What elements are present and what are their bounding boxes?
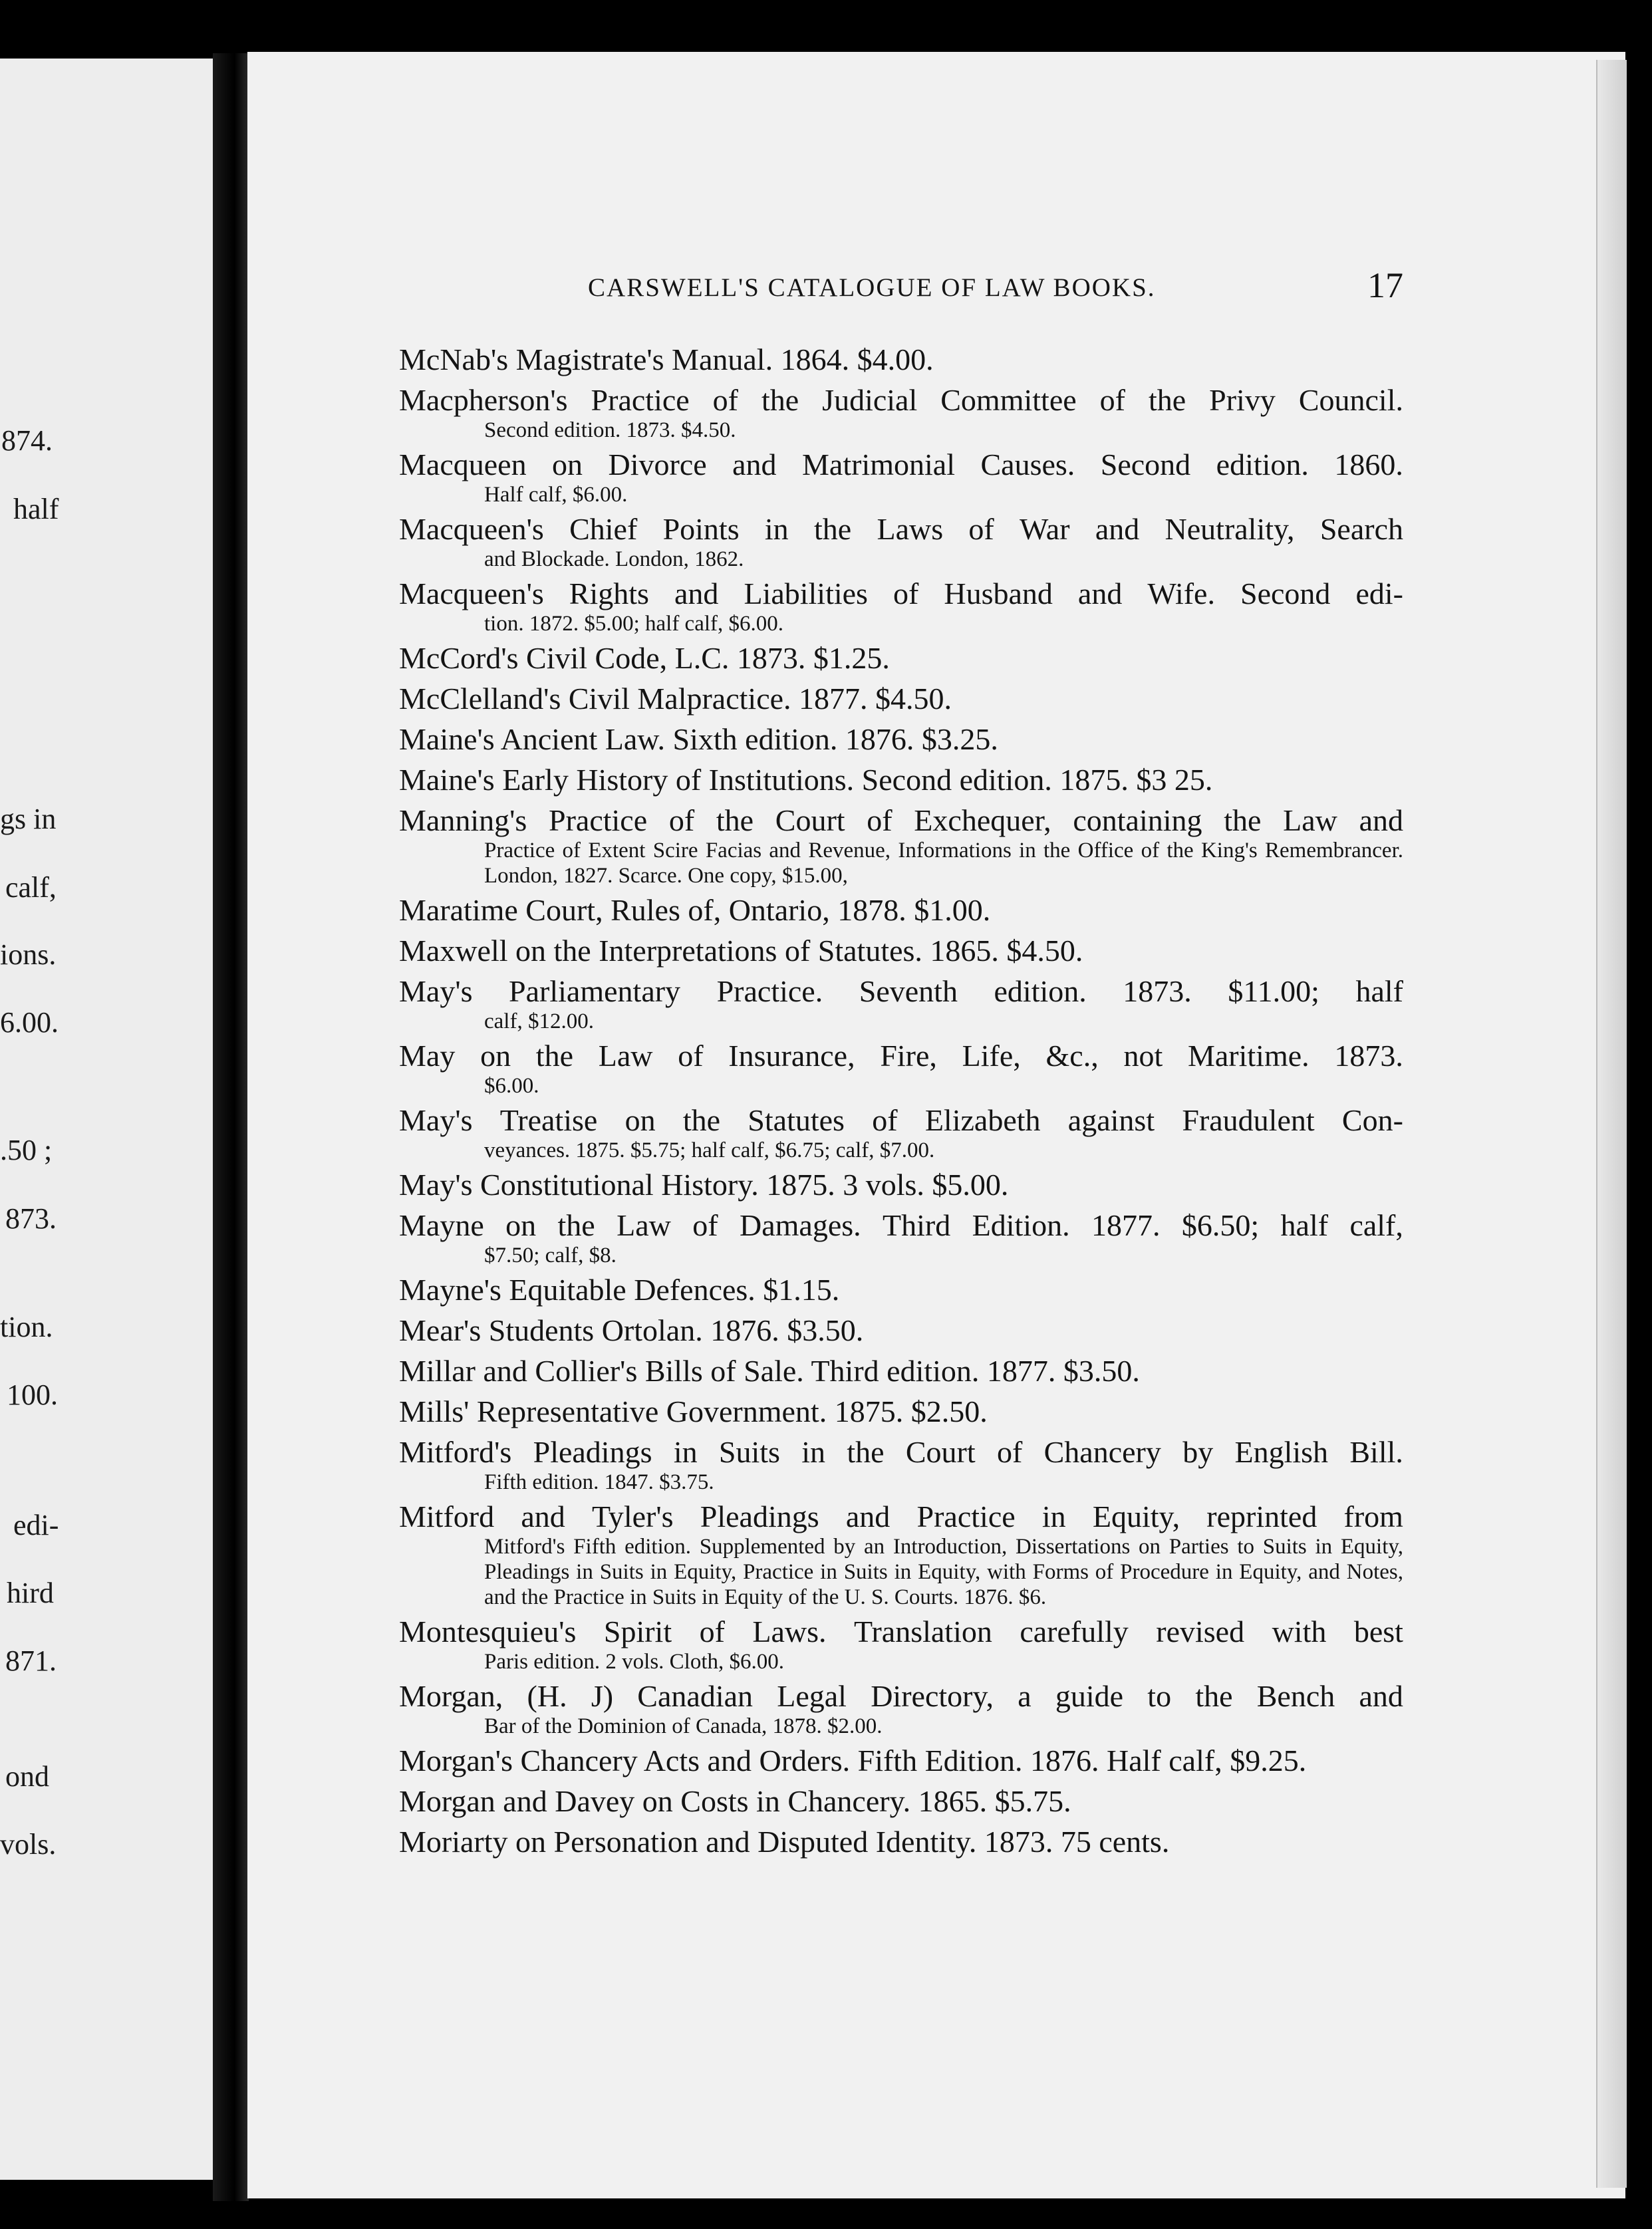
catalogue-entry <box>399 1310 1403 1351</box>
margin-fragment: edi- <box>13 1509 59 1541</box>
entry-title: McCord's Civil Code, L.C. 1873. $1.25. <box>399 641 890 675</box>
catalogue-entry <box>399 678 1403 719</box>
entry-title: Morgan, (H. J) Canadian Legal Directory, a guide to the Bench and <box>399 1679 1403 1713</box>
book-gutter <box>213 53 249 2201</box>
catalogue-entry <box>399 1740 1403 1781</box>
entry-details: Fifth edition. 1847. $3.75. <box>484 1470 714 1494</box>
entry-title: Montesquieu's Spirit of Laws. Translation carefully revised with best <box>399 1615 1403 1648</box>
entry-title: Macpherson's Practice of the Judicial Committee of the Privy Council. <box>399 383 1403 417</box>
entry-details: Second edition. 1873. $4.50. <box>484 418 736 442</box>
entry-title: May's Treatise on the Statutes of Elizabeth against Fraudulent Con- <box>399 1103 1403 1137</box>
catalogue-entry <box>399 1676 1403 1739</box>
entry-title: Maratime Court, Rules of, Ontario, 1878. $1.00. <box>399 893 991 927</box>
catalogue-entry <box>399 444 1403 507</box>
entry-title: May's Constitutional History. 1875. 3 vols. $5.00. <box>399 1168 1009 1202</box>
entry-details: Half calf, $6.00. <box>484 483 628 507</box>
entry-details: calf, $12.00. <box>484 1009 594 1033</box>
entry-title: Mills' Representative Government. 1875. $2.50. <box>399 1394 988 1428</box>
catalogue-entry <box>399 1821 1403 1862</box>
page-edge <box>1596 60 1627 2188</box>
entry-title: Macqueen's Chief Points in the Laws of War and Neutrality, Search <box>399 512 1403 546</box>
catalogue-entries <box>399 339 1403 1862</box>
entry-details: and Blockade. London, 1862. <box>484 547 744 571</box>
catalogue-entry <box>399 800 1403 888</box>
margin-fragment: 874. <box>1 424 53 457</box>
entry-title: McNab's Magistrate's Manual. 1864. $4.00. <box>399 342 934 376</box>
catalogue-entry <box>399 1351 1403 1391</box>
entry-title: Morgan and Davey on Costs in Chancery. 1865. $5.75. <box>399 1784 1071 1818</box>
page-number: 17 <box>1367 265 1403 305</box>
margin-fragment: 873. <box>5 1202 57 1235</box>
entry-title: Millar and Collier's Bills of Sale. Third edition. 1877. $3.50. <box>399 1354 1140 1388</box>
margin-fragment: gs in <box>0 803 57 835</box>
entry-title: Macqueen on Divorce and Matrimonial Causes. Second edition. 1860. <box>399 448 1403 481</box>
entry-details: $6.00. <box>484 1074 539 1098</box>
catalogue-entry <box>399 1781 1403 1821</box>
entry-details: Practice of Extent Scire Facias and Revenue, Informations in the Office of the King's Remembrancer. London, 1827. Scarce. One copy, $15.00, <box>484 839 1403 888</box>
catalogue-entry <box>399 1496 1403 1610</box>
entry-title: Macqueen's Rights and Liabilities of Husband and Wife. Second edi- <box>399 577 1403 610</box>
margin-fragment: 871. <box>5 1644 57 1677</box>
running-title: CARSWELL'S CATALOGUE OF LAW BOOKS. <box>588 273 1156 302</box>
margin-fragment: calf, <box>5 871 57 904</box>
catalogue-entry <box>399 1164 1403 1205</box>
margin-fragment: ions. <box>0 938 57 971</box>
margin-fragment: hird <box>7 1577 54 1609</box>
entry-title: Maxwell on the Interpretations of Statutes. 1865. $4.50. <box>399 934 1083 968</box>
margin-fragment: 100. <box>7 1378 58 1411</box>
entry-title: Mitford and Tyler's Pleadings and Practice in Equity, reprinted from <box>399 1500 1403 1533</box>
margin-fragment: tion. <box>0 1311 53 1343</box>
catalogue-entry <box>399 1205 1403 1268</box>
margin-fragment: vols. <box>0 1828 57 1861</box>
catalogue-entry <box>399 380 1403 443</box>
entry-details: Mitford's Fifth edition. Supplemented by an Introduction, Dissertations on Parties to Suits in Equity, Pleadings in Suits in Equity, Practice in Suits in Equity, with Forms of Procedure in Equity, and Notes, and the Practice in Suits in Equity of the U. S. Courts. 1876. $6. <box>484 1535 1403 1609</box>
catalogue-entry <box>399 573 1403 636</box>
margin-fragment: .50 ; <box>0 1134 53 1166</box>
entry-title: Mitford's Pleadings in Suits in the Court of Chancery by English Bill. <box>399 1435 1403 1469</box>
entry-details: $7.50; calf, $8. <box>484 1244 617 1267</box>
catalogue-entry <box>399 1269 1403 1310</box>
entry-title: May's Parliamentary Practice. Seventh edition. 1873. $11.00; half <box>399 974 1403 1008</box>
entry-title: McClelland's Civil Malpractice. 1877. $4.50. <box>399 682 952 716</box>
entry-title: Manning's Practice of the Court of Exchequer, containing the Law and <box>399 803 1403 837</box>
facing-page-fragment <box>0 59 213 2180</box>
entry-title: Morgan's Chancery Acts and Orders. Fifth Edition. 1876. Half calf, $9.25. <box>399 1744 1307 1777</box>
margin-fragment: ond <box>5 1760 49 1793</box>
catalogue-entry <box>399 339 1403 380</box>
entry-title: Maine's Ancient Law. Sixth edition. 1876. $3.25. <box>399 722 998 756</box>
catalogue-entry <box>399 1035 1403 1099</box>
entry-title: May on the Law of Insurance, Fire, Life, &c., not Maritime. 1873. <box>399 1039 1403 1073</box>
entry-title: Moriarty on Personation and Disputed Identity. 1873. 75 cents. <box>399 1825 1170 1859</box>
catalogue-entry <box>399 930 1403 971</box>
catalogue-entry <box>399 1391 1403 1432</box>
entry-details: tion. 1872. $5.00; half calf, $6.00. <box>484 612 784 636</box>
catalogue-entry <box>399 890 1403 930</box>
entry-title: Mear's Students Ortolan. 1876. $3.50. <box>399 1313 864 1347</box>
entry-title: Mayne on the Law of Damages. Third Edition. 1877. $6.50; half calf, <box>399 1208 1403 1242</box>
entry-details: Paris edition. 2 vols. Cloth, $6.00. <box>484 1650 785 1674</box>
entry-title: Maine's Early History of Institutions. Second edition. 1875. $3 25. <box>399 763 1213 797</box>
catalogue-entry <box>399 971 1403 1034</box>
catalogue-entry <box>399 1611 1403 1674</box>
entry-title: Mayne's Equitable Defences. $1.15. <box>399 1273 840 1307</box>
catalogue-entry <box>399 719 1403 759</box>
entry-details: Bar of the Dominion of Canada, 1878. $2.00. <box>484 1714 883 1738</box>
entry-details: veyances. 1875. $5.75; half calf, $6.75; calf, $7.00. <box>484 1138 935 1162</box>
margin-fragment: half <box>13 493 59 525</box>
catalogue-entry <box>399 638 1403 678</box>
catalogue-entry <box>399 1432 1403 1495</box>
catalogue-entry <box>399 1100 1403 1163</box>
catalogue-entry <box>399 759 1403 800</box>
catalogue-entry <box>399 509 1403 572</box>
margin-fragment: 6.00. <box>0 1006 59 1039</box>
